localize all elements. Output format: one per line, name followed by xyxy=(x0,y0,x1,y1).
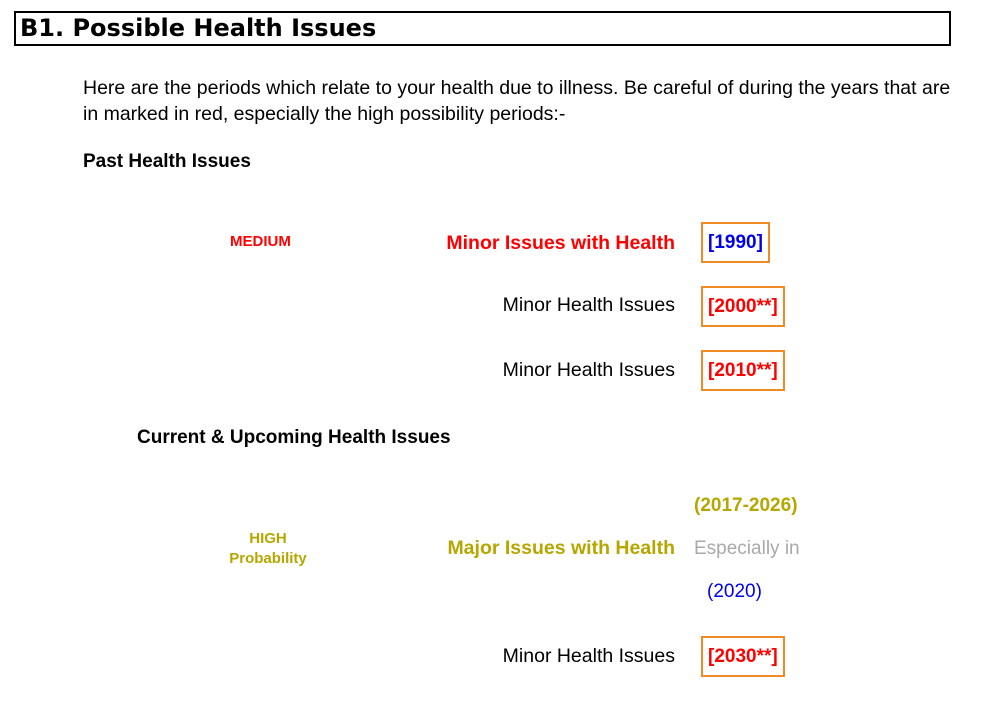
major-peak-year: (2020) xyxy=(707,581,762,602)
past-item-3-label: Minor Health Issues xyxy=(502,359,675,381)
past-health-heading: Past Health Issues xyxy=(83,151,251,172)
past-item-2-year: [2000**] xyxy=(701,286,785,327)
major-issues-label: Major Issues with Health xyxy=(447,537,675,559)
major-year-range: (2017-2026) xyxy=(694,495,798,516)
upcoming-minor-label: Minor Health Issues xyxy=(502,645,675,667)
especially-in-text: Especially in xyxy=(694,538,800,559)
past-item-2-label: Minor Health Issues xyxy=(502,294,675,316)
past-probability-label: MEDIUM xyxy=(230,233,291,250)
section-title: B1. Possible Health Issues xyxy=(14,11,951,46)
intro-paragraph: Here are the periods which relate to your health due to illness. Be careful of during the years that are in marked in red, especially the high possibility periods:- xyxy=(83,77,951,125)
current-health-heading: Current & Upcoming Health Issues xyxy=(137,427,451,448)
current-probability-label xyxy=(222,529,314,569)
past-item-3-year: [2010**] xyxy=(701,350,785,391)
past-item-1-label: Minor Issues with Health xyxy=(446,232,675,254)
past-item-1-year: [1990] xyxy=(701,222,770,263)
probability-line-2: Probability xyxy=(229,550,307,567)
upcoming-minor-year: [2030**] xyxy=(701,636,785,677)
probability-line-1: HIGH xyxy=(249,530,287,547)
